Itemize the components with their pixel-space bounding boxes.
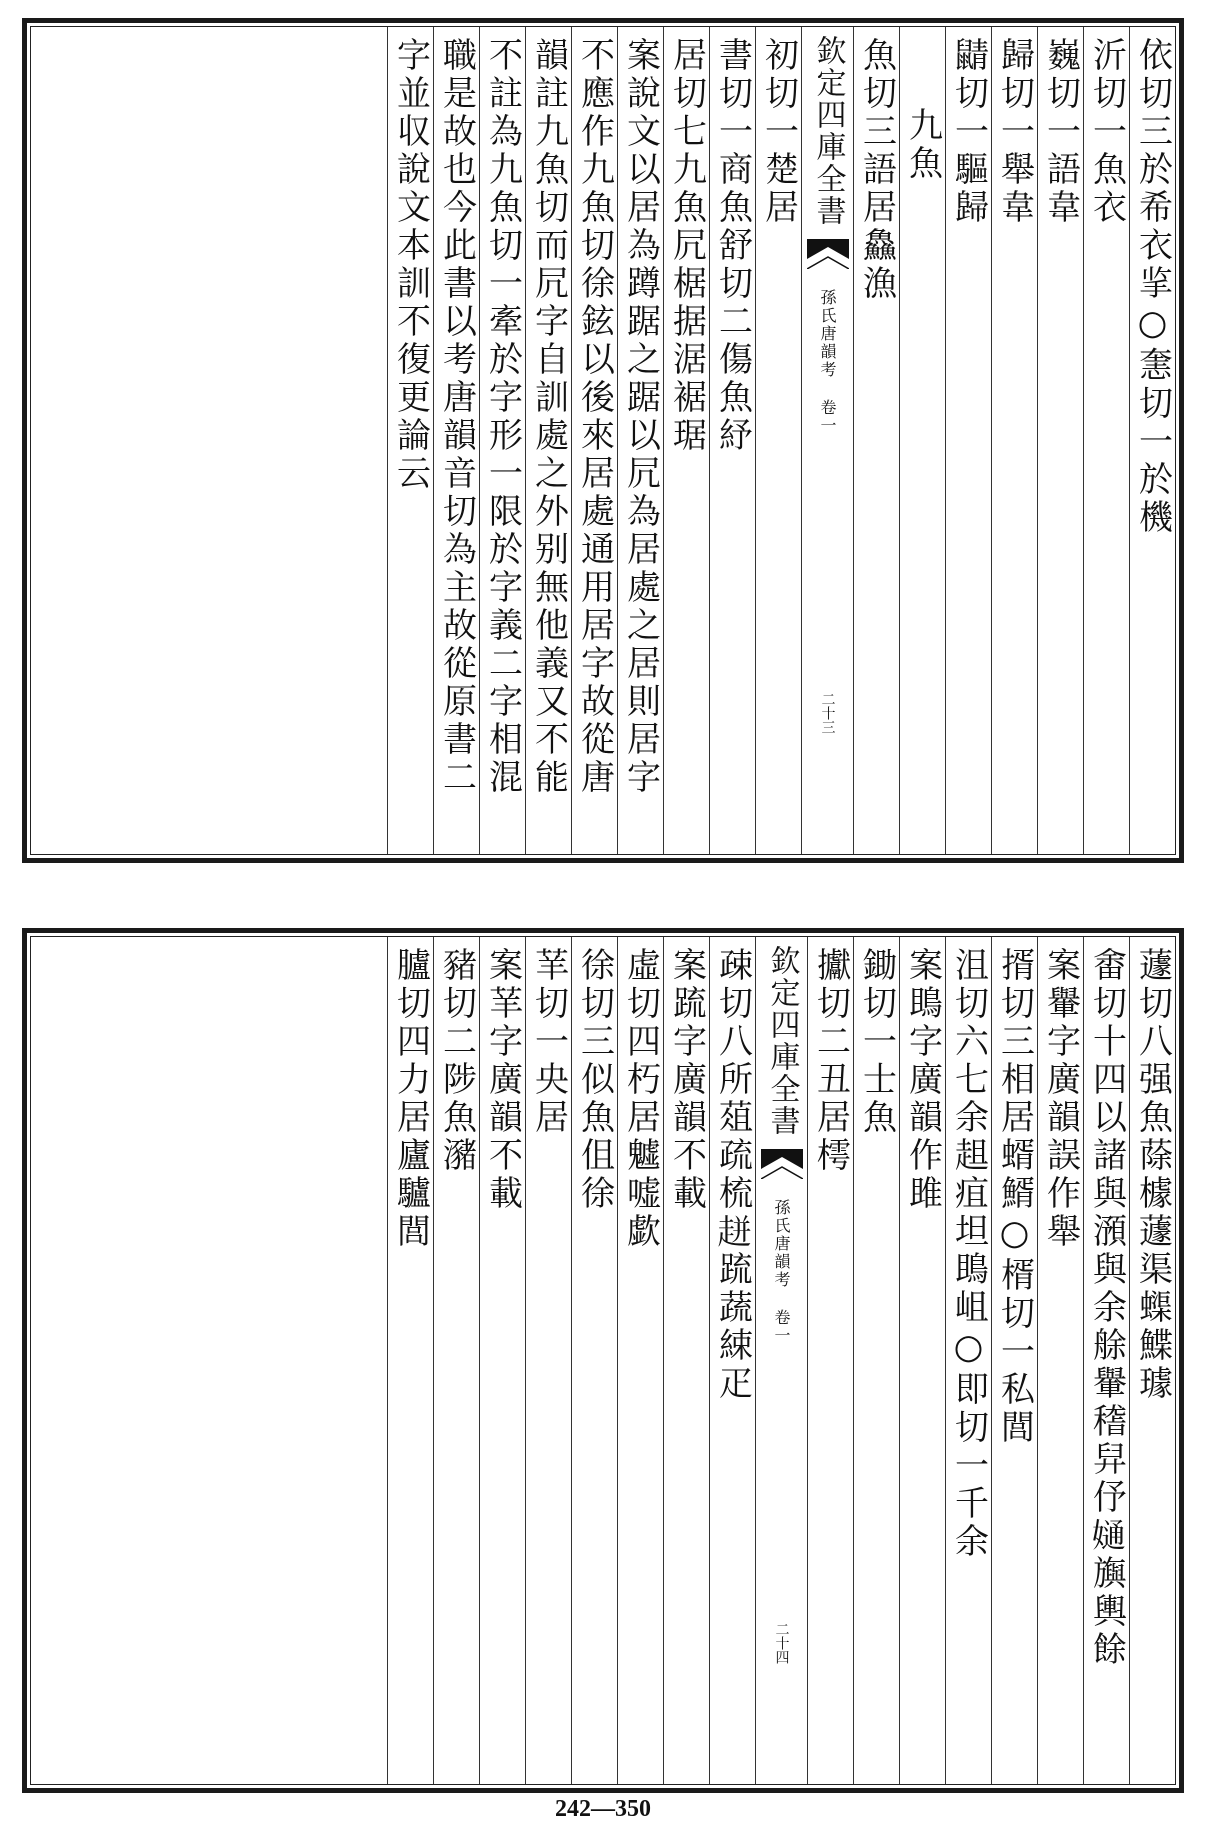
band-subtitle: 孫氏唐韻考 bbox=[772, 1199, 791, 1289]
band-page-number: 二十四 bbox=[773, 1622, 790, 1664]
fish-tail-mark-icon bbox=[761, 1149, 803, 1179]
text-column: 沮切六七余趄疽坦鴡岨○即切一千余 bbox=[945, 937, 991, 1784]
top-page-panel bbox=[22, 18, 1184, 863]
band-title: 欽定四庫全書 bbox=[810, 35, 846, 227]
text-column: 案鴡字廣韻作雎 bbox=[899, 937, 945, 1784]
bottom-page-panel bbox=[22, 928, 1184, 1793]
text-column: 虛切四朽居魖嘘歔 bbox=[617, 937, 663, 1784]
text-column: 歸切一舉韋 bbox=[991, 27, 1037, 854]
bottom-page-columns bbox=[30, 936, 1176, 1785]
text-column: 案轝字廣韻誤作舉 bbox=[1037, 937, 1083, 1784]
rhyme-heading-column: 九魚 bbox=[899, 27, 945, 854]
text-column: 不應作九魚切徐鉉以後來居處通用居字故從唐 bbox=[571, 27, 617, 854]
text-column: 依切三於希衣㧛○㥣切一於機 bbox=[1129, 27, 1175, 854]
text-column: 居切七九魚凥椐据涺裾琚 bbox=[663, 27, 709, 854]
text-column: 豬切二陟魚瀦 bbox=[433, 937, 479, 1784]
text-column: 蘧切八强魚蒢㯫蘧渠蟝鰈璩 bbox=[1129, 937, 1175, 1784]
text-column: 書切一商魚舒切二傷魚紓 bbox=[709, 27, 755, 854]
text-column: 沂切一魚衣 bbox=[1083, 27, 1129, 854]
text-column: 疎切八所葅疏梳𧻓䟽蔬綀疋 bbox=[709, 937, 755, 1784]
text-column: 臚切四力居廬驢閭 bbox=[387, 937, 433, 1784]
margin-column bbox=[31, 937, 387, 1784]
band-page-number: 二十三 bbox=[819, 692, 836, 734]
band-volume: 卷一 bbox=[818, 399, 837, 435]
text-column: 韻註九魚切而凥字自訓處之外别無他義又不能 bbox=[525, 27, 571, 854]
center-band bbox=[801, 27, 853, 854]
text-column: 初切一楚居 bbox=[755, 27, 801, 854]
text-column: 魚切三語居鱻漁 bbox=[853, 27, 899, 854]
text-column: 畬切十四以諸與澦與余艅轝𥡴舁伃𡠙旟輿餘 bbox=[1083, 937, 1129, 1784]
text-column: 巍切一語韋 bbox=[1037, 27, 1083, 854]
text-column: 揟切三相居蝑䱬○楈切一私閭 bbox=[991, 937, 1037, 1784]
text-column: 𦭵切一央居 bbox=[525, 937, 571, 1784]
text-column: 不註為九魚切一牽於字形一限於字義二字相混 bbox=[479, 27, 525, 854]
band-subtitle: 孫氏唐韻考 bbox=[818, 289, 837, 379]
text-column: 字並収說文本訓不復更論云 bbox=[387, 27, 433, 854]
text-column: 鼱切一驅歸 bbox=[945, 27, 991, 854]
band-volume: 卷一 bbox=[772, 1309, 791, 1345]
text-column: 案䟽字廣韻不載 bbox=[663, 937, 709, 1784]
text-column: 徐切三似魚伹徐 bbox=[571, 937, 617, 1784]
text-column: 職是故也今此書以考唐韻音切為主故從原書二 bbox=[433, 27, 479, 854]
text-column: 㩵切二丑居樗 bbox=[807, 937, 853, 1784]
fish-tail-mark-icon bbox=[807, 239, 849, 269]
band-title: 欽定四庫全書 bbox=[764, 945, 800, 1137]
page-footer-number: 242—350 bbox=[555, 1796, 651, 1822]
top-page-columns bbox=[30, 26, 1176, 855]
margin-column bbox=[31, 27, 387, 854]
text-column: 鋤切一士魚 bbox=[853, 937, 899, 1784]
center-band bbox=[755, 937, 807, 1784]
text-column: 案𦭵字廣韻不載 bbox=[479, 937, 525, 1784]
text-column: 案說文以居為蹲踞之踞以凥為居處之居則居字 bbox=[617, 27, 663, 854]
